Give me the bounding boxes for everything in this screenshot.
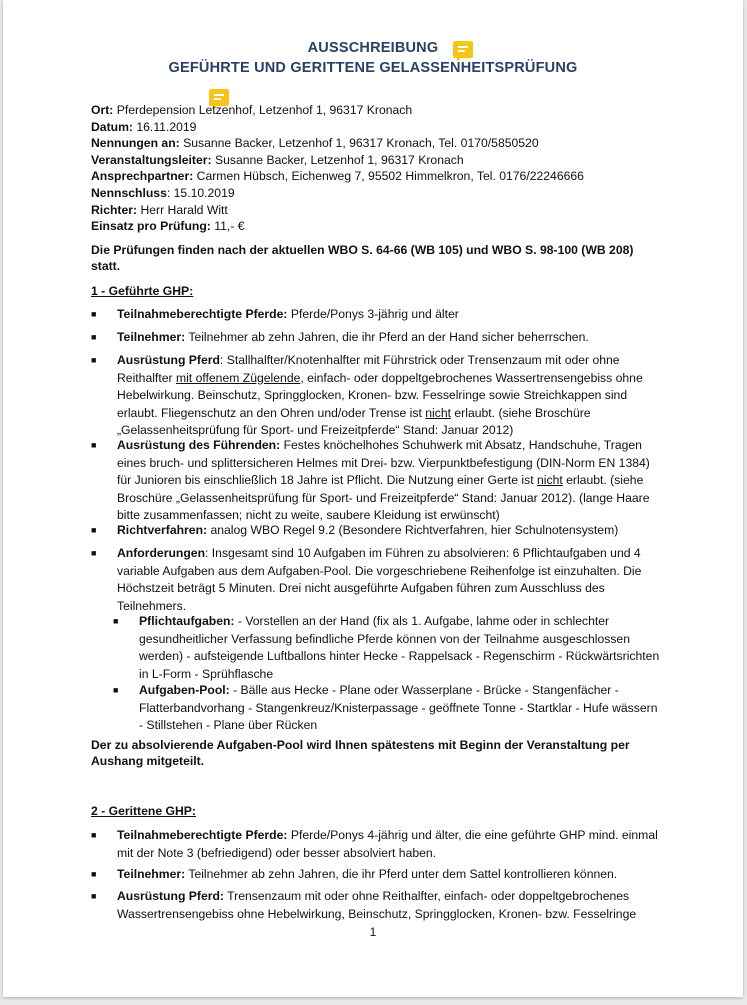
- info-row-ort: Ort: Pferdepension Letzenhof, Letzenhof 1, 96317 Kronach: [91, 103, 413, 117]
- list-item: ■ Teilnehmer: Teilnehmer ab zehn Jahren, die ihr Pferd an der Hand sicher beherrschen.: [91, 330, 589, 344]
- document-page: [3, 0, 743, 997]
- intro-paragraph: Die Prüfungen finden nach der aktuellen WBO S. 64-66 (WB 105) und WBO S. 98-100 (WB 208) statt.: [91, 243, 634, 273]
- page-number: 1: [369, 925, 377, 939]
- info-row-ansprechpartner: Ansprechpartner: Carmen Hübsch, Eichenweg 7, 95502 Himmelkron, Tel. 0176/22246666: [91, 169, 584, 184]
- sub-list-item: ■ Aufgaben-Pool: - Bälle aus Hecke - Plane oder Wasserplane - Brücke - Stangenfächer - Flatterbandvorhang - Stangenkreuz/Knisterpassage - geöffnete Tonne - Startklar - Hufe wässern - Stillstehen - Plane über Rücken: [113, 683, 658, 732]
- event-info: [91, 102, 584, 235]
- list-item: ■ Teilnahmeberechtigte Pferde: Pferde/Ponys 3-jährig und älter: [91, 307, 459, 321]
- pool-note: Der zu absolvierende Aufgaben-Pool wird Ihnen spätestens mit Beginn der Veranstaltung per Aushang mitgeteilt.: [91, 738, 630, 768]
- info-row-veranstaltungsleiter: Veranstaltungsleiter: Susanne Backer, Letzenhof 1, 96317 Kronach: [91, 152, 464, 167]
- info-row-richter: Richter: Herr Harald Witt: [91, 202, 228, 217]
- sub-list-item: ■ Pflichtaufgaben: - Vorstellen an der Hand (fix als 1. Aufgabe, lahme oder in schlechter gesundheitlicher Verfassung befindliche Pferde können von der Teilnahme ausgeschlossen werden) - aufsteigende Luftballons hinter Hecke - Rappelsack - Regenschirm - Rückwärtsrichten in L-Form - Sprühflasche: [113, 614, 660, 681]
- section-heading-gefuehrte: 1 - Geführte GHP:: [91, 284, 194, 298]
- section-heading-gerittene: 2 - Gerittene GHP:: [91, 804, 196, 818]
- list-item: ■ Ausrüstung Pferd: Stallhalfter/Knotenhalfter mit Führstrick oder Trensenzaum mit oder ohne Reithalfter mit offenem Zügelende, einfach- oder doppeltgebrochenes Wassertrensengebiss ohne Hebelwirkung. Beinschutz, Springglocken, Kronen- bzw. Fesselringe sowie Streichkappen sind erlaubt. Fliegenschutz an den Ohren und/oder Trense ist nicht erlaubt. (siehe Broschüre „Gelassenheitsprüfung für Sport- und Freizeitpferde“ Stand: Januar 2012): [91, 353, 643, 437]
- document-subtitle: GEFÜHRTE UND GERITTENE GELASSENHEITSPRÜFUNG: [168, 60, 578, 76]
- list-item: ■ Richtverfahren: analog WBO Regel 9.2 (Besondere Richtverfahren, hier Schulnotensystem): [91, 523, 619, 537]
- info-row-einsatz: Einsatz pro Prüfung: 11,- €: [91, 219, 245, 234]
- document-title: AUSSCHREIBUNG: [307, 40, 439, 56]
- list-item: ■ Teilnehmer: Teilnehmer ab zehn Jahren, die ihr Pferd unter dem Sattel kontrollieren können.: [91, 867, 618, 881]
- info-row-nennschluss: Nennschluss: 15.10.2019: [91, 185, 235, 200]
- list-item: ■ Ausrüstung des Führenden: Festes knöchelhohes Schuhwerk mit Absatz, Handschuhe, Tragen eines bruch- und splittersicheren Helmes mit Drei- bzw. Vierpunktbefestigung (DIN-Norm EN 1384) für Junioren bis einschließlich 18 Jahre ist Pflicht. Die Nutzung einer Gerte ist nicht erlaubt. (siehe Broschüre „Gelassenheitsprüfung für Sport- und Freizeitpferde“ Stand: Januar 2012). (lange Haare bitte zusammenfassen; nicht zu weite, saubere Kleidung ist erwünscht): [91, 438, 650, 522]
- info-row-datum: Datum: 16.11.2019: [91, 119, 197, 134]
- list-item: ■ Teilnahmeberechtigte Pferde: Pferde/Ponys 4-jährig und älter, die eine geführte GHP mind. einmal mit der Note 3 (befriedigend) oder besser absolviert haben.: [91, 828, 658, 860]
- list-item: ■ Ausrüstung Pferd: Trensenzaum mit oder ohne Reithalfter, einfach- oder doppeltgebrochenes Wassertrensengebiss ohne Hebelwirkung, Beinschutz, Springglocken, Kronen- bzw. Fesselringe: [91, 889, 637, 921]
- list-item: ■ Anforderungen: Insgesamt sind 10 Aufgaben im Führen zu absolvieren: 6 Pflichtaufgaben und 4 variable Aufgaben aus dem Aufgaben-Pool. Die vorgeschriebene Reihenfolge ist einzuhalten. Die Höchstzeit beträgt 5 Minuten. Drei nicht ausgeführte Aufgaben führen zum Ausschluss des Teilnehmers.: [91, 546, 642, 613]
- info-row-nennungen: Nennungen an: Susanne Backer, Letzenhof 1, 96317 Kronach, Tel. 0170/5850520: [91, 136, 539, 151]
- comment-icon[interactable]: [453, 41, 473, 58]
